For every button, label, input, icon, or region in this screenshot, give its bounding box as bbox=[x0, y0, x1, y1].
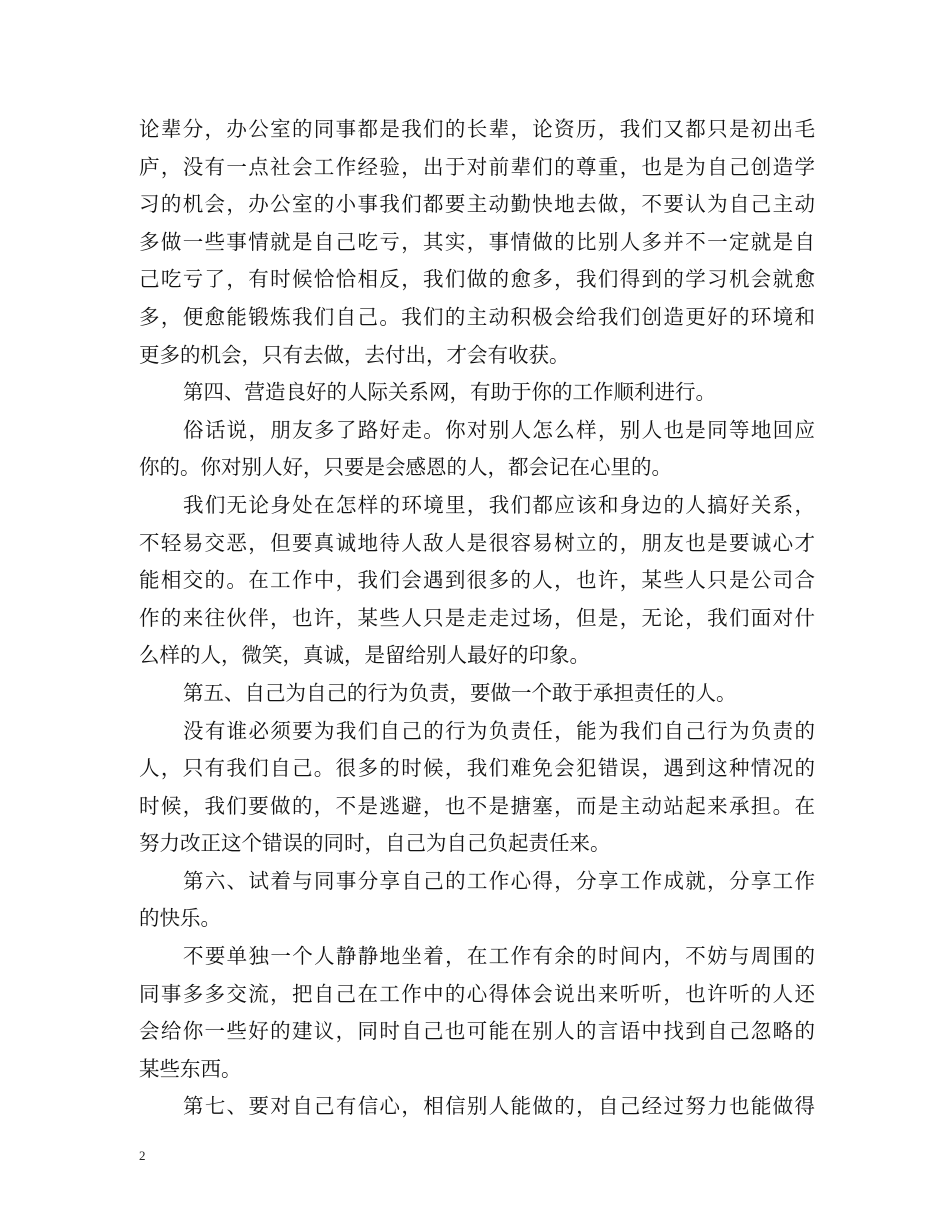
page-number: 2 bbox=[139, 1148, 146, 1163]
text-line: 己吃亏了，有时候恰恰相反，我们做的愈多，我们得到的学习机会就愈 bbox=[139, 267, 815, 292]
text-line: 的快乐。 bbox=[139, 906, 221, 931]
text-line: 论辈分，办公室的同事都是我们的长辈，论资历，我们又都只是初出毛 bbox=[139, 117, 815, 141]
text-line: 不要单独一个人静静地坐着，在工作有余的时间内，不妨与周围的 bbox=[183, 944, 815, 969]
text-line: 没有谁必须要为我们自己的行为负责任，能为我们自己行为负责的 bbox=[183, 718, 815, 743]
text-line: 人，只有我们自己。很多的时候，我们难免会犯错误，遇到这种情况的 bbox=[139, 756, 815, 781]
text-line: 能相交的。在工作中，我们会遇到很多的人，也许，某些人只是公司合 bbox=[139, 568, 815, 593]
text-line: 第五、自己为自己的行为负责，要做一个敢于承担责任的人。 bbox=[183, 680, 737, 705]
text-line: 多做一些事情就是自己吃亏，其实，事情做的比别人多并不一定就是自 bbox=[139, 229, 815, 254]
text-line: 不轻易交恶，但要真诚地待人敌人是很容易树立的，朋友也是要诚心才 bbox=[139, 530, 815, 555]
text-line: 庐，没有一点社会工作经验，出于对前辈们的尊重，也是为自己创造学 bbox=[139, 154, 815, 179]
text-line: 时候，我们要做的，不是逃避，也不是搪塞，而是主动站起来承担。在 bbox=[139, 793, 815, 818]
text-line: 你的。你对别人好，只要是会感恩的人，都会记在心里的。 bbox=[139, 455, 672, 480]
text-line: 努力改正这个错误的同时，自己为自己负起责任来。 bbox=[139, 831, 611, 856]
text-line: 更多的机会，只有去做，去付出，才会有收获。 bbox=[139, 342, 570, 367]
text-line: 第六、试着与同事分享自己的工作心得，分享工作成就，分享工作 bbox=[183, 868, 815, 893]
text-line: 俗话说，朋友多了路好走。你对别人怎么样，别人也是同等地回应 bbox=[183, 417, 815, 442]
text-line: 我们无论身处在怎样的环境里，我们都应该和身边的人搞好关系， bbox=[183, 492, 815, 517]
text-line: 第四、营造良好的人际关系网，有助于你的工作顺利进行。 bbox=[183, 380, 716, 405]
text-line: 第七、要对自己有信心，相信别人能做的，自己经过努力也能做得 bbox=[183, 1094, 815, 1119]
text-line: 会给你一些好的建议，同时自己也可能在别人的言语中找到自己忽略的 bbox=[139, 1019, 815, 1044]
text-line: 作的来往伙伴，也许，某些人只是走走过场，但是，无论，我们面对什 bbox=[139, 605, 815, 630]
text-line: 多，便愈能锻炼我们自己。我们的主动积极会给我们创造更好的环境和 bbox=[139, 304, 815, 329]
text-line: 某些东西。 bbox=[139, 1056, 242, 1081]
text-line: 么样的人，微笑，真诚，是留给别人最好的印象。 bbox=[139, 643, 590, 668]
text-line: 同事多多交流，把自己在工作中的心得体会说出来听听，也许听的人还 bbox=[139, 981, 815, 1006]
body-text bbox=[139, 111, 815, 1126]
text-line: 习的机会，办公室的小事我们都要主动勤快地去做，不要认为自己主动 bbox=[139, 192, 815, 217]
